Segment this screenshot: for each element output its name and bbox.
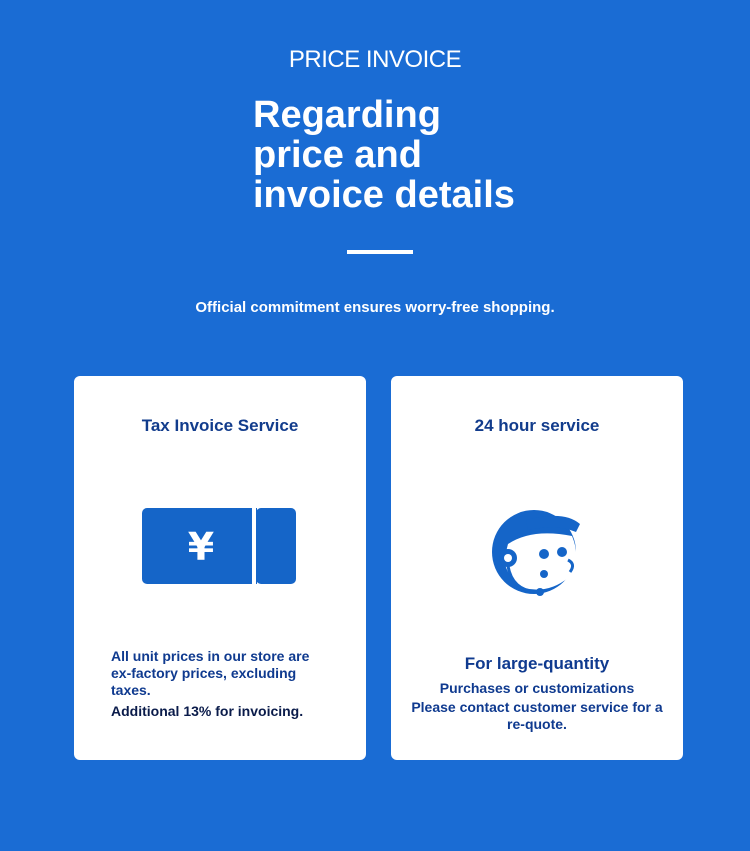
yen-glyph: ¥ xyxy=(187,525,215,569)
eyebrow-title: PRICE INVOICE xyxy=(288,46,462,73)
card-title: Tax Invoice Service xyxy=(141,416,299,435)
service-subheading: For large-quantity xyxy=(464,654,610,673)
customer-service-avatar-icon xyxy=(486,494,586,598)
card-title: 24 hour service xyxy=(474,416,600,435)
invoicing-note: Additional 13% for invoicing. xyxy=(111,703,304,719)
service-text xyxy=(391,654,683,733)
divider xyxy=(347,250,413,254)
invoice-ticket-icon xyxy=(142,508,296,584)
headline-line-1: Regarding xyxy=(253,94,441,136)
card-body xyxy=(111,648,331,720)
service-card xyxy=(391,376,683,760)
headline xyxy=(253,95,613,215)
tax-invoice-card xyxy=(74,376,366,760)
tagline: Official commitment ensures worry-free shopping. xyxy=(195,299,555,316)
headline-line-3: invoice details xyxy=(253,174,515,216)
headline-line-2: price and xyxy=(253,134,422,176)
service-line-1: Purchases or customizations xyxy=(439,680,635,696)
service-line-2: Please contact customer service for a re-quote. xyxy=(411,699,663,732)
price-note: All unit prices in our store are ex-factory prices, excluding taxes. xyxy=(111,648,310,698)
